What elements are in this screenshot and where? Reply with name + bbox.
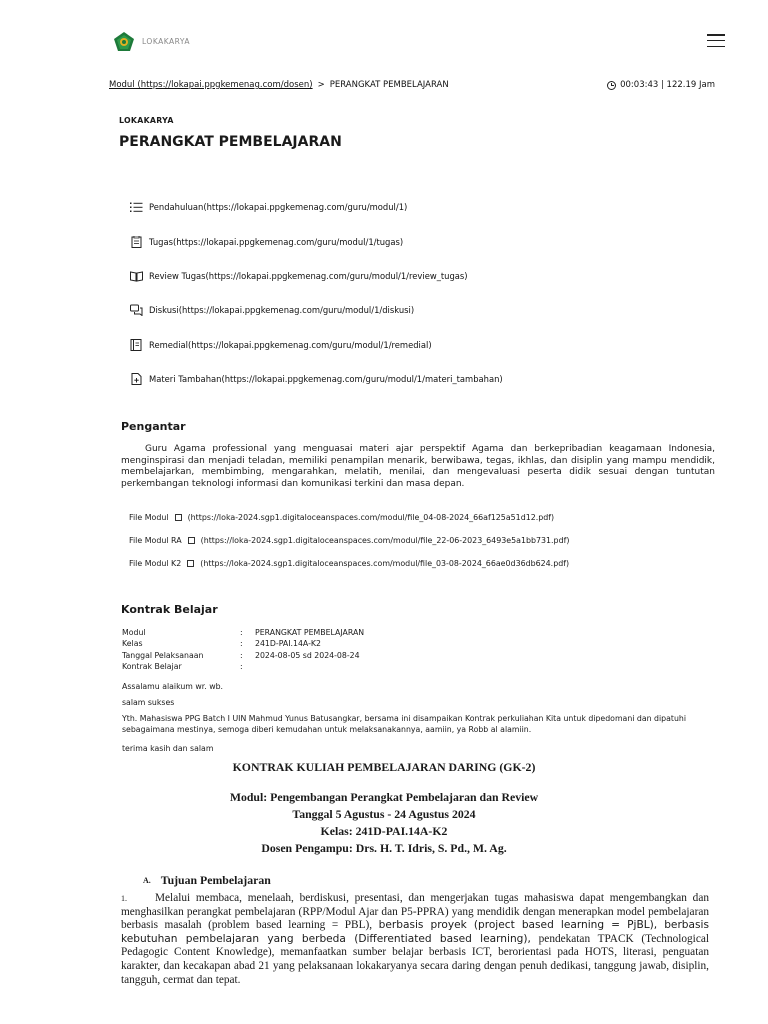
file-modul-ra-link[interactable] xyxy=(129,529,569,552)
clipboard-icon xyxy=(130,236,143,248)
breadcrumb-separator: > xyxy=(317,80,325,90)
session-timer xyxy=(607,80,715,90)
hamburger-menu-icon[interactable] xyxy=(707,34,725,50)
kontrak-colon: : xyxy=(240,639,243,649)
list-icon xyxy=(130,201,143,213)
breadcrumb-modul-link[interactable]: Modul (https://lokapai.ppgkemenag.com/dosen) xyxy=(109,80,313,90)
file-label: File Modul xyxy=(129,513,169,522)
file-modul-link[interactable] xyxy=(129,506,569,529)
file-label: File Modul RA xyxy=(129,536,182,545)
kontrak-colon: : xyxy=(240,662,243,672)
module-item-tugas[interactable] xyxy=(130,224,690,258)
file-list xyxy=(129,506,569,575)
module-label: Remedial(https://lokapai.ppgkemenag.com/guru/modul/1/remedial) xyxy=(149,339,432,350)
notebook-icon xyxy=(130,339,143,351)
tujuan-paragraph xyxy=(121,892,709,987)
module-label: Tugas(https://lokapai.ppgkemenag.com/guru/modul/1/tugas) xyxy=(149,236,404,247)
kemenag-logo-icon[interactable] xyxy=(113,31,135,53)
file-plus-icon xyxy=(130,373,143,385)
file-url: (https://loka-2024.sgp1.digitaloceanspaces.com/modul/file_03-08-2024_66ae0d36db624.pdf) xyxy=(200,559,570,568)
section-title: Tujuan Pembelajaran xyxy=(160,873,271,887)
module-item-materi-tambahan[interactable] xyxy=(130,362,690,396)
kontrak-value: 2024-08-05 sd 2024-08-24 xyxy=(255,650,360,660)
external-link-icon xyxy=(188,537,195,544)
module-label: Diskusi(https://lokapai.ppgkemenag.com/guru/modul/1/diskusi) xyxy=(149,305,415,316)
kontrak-value: 241D-PAI.14A-K2 xyxy=(255,639,321,649)
para-part-1: Melalui membaca, menelaah, berdiskusi, presentasi, dan mengerjakan tugas mahasiswa dapat mengembangkan dan menghasilkan perangkat pembelajaran (RPP/Modul Ajar dan P5-PPRA) yang mendidik dengan menerapkan model pembelajaran berbasis masalah (problem based learning = PBL), xyxy=(121,892,709,932)
module-label: Materi Tambahan(https://lokapai.ppgkemenag.com/guru/modul/1/materi_tambahan) xyxy=(149,374,503,385)
salam-text: salam sukses xyxy=(122,698,175,707)
file-label: File Modul K2 xyxy=(129,559,182,568)
module-label: Pendahuluan(https://lokapai.ppgkemenag.com/guru/modul/1) xyxy=(149,202,408,213)
document-title: KONTRAK KULIAH PEMBELAJARAN DARING (GK-2) xyxy=(232,760,536,774)
section-letter: A. xyxy=(143,876,151,885)
kontrak-label: Kelas xyxy=(122,639,143,649)
logo-text: LOKAKARYA xyxy=(142,37,191,46)
clock-icon xyxy=(607,81,616,90)
timer-text: 00:03:43 | 122.19 Jam xyxy=(620,80,715,90)
kontrak-label: Kontrak Belajar xyxy=(122,662,182,672)
module-item-remedial[interactable] xyxy=(130,328,690,362)
closing-text: terima kasih dan salam xyxy=(122,744,214,753)
kontrak-colon: : xyxy=(240,650,243,660)
para-part-2: berbasis proyek (project based learning = PjBL), berbasis kebutuhan pembelajaran yang berbeda (Differentiated based learning), xyxy=(121,919,710,945)
kontrak-row xyxy=(122,661,364,672)
external-link-icon xyxy=(175,514,182,521)
module-item-review-tugas[interactable] xyxy=(130,259,690,293)
document-date-line: Tanggal 5 Agustus - 24 Agustus 2024 xyxy=(292,807,476,821)
module-item-pendahuluan[interactable] xyxy=(130,190,690,224)
module-item-diskusi[interactable] xyxy=(130,293,690,327)
book-open-icon xyxy=(130,270,143,282)
kontrak-heading: Kontrak Belajar xyxy=(121,603,218,616)
external-link-icon xyxy=(187,560,194,567)
file-url: (https://loka-2024.sgp1.digitaloceanspaces.com/modul/file_22-06-2023_6493e5a1bb731.pdf) xyxy=(200,536,570,545)
file-url: (https://loka-2024.sgp1.digitaloceanspaces.com/modul/file_04-08-2024_66af125a51d12.pdf) xyxy=(187,513,555,522)
item-number: 1. xyxy=(121,894,127,903)
kontrak-label: Modul xyxy=(122,628,146,637)
document-modul-line: Modul: Pengembangan Perangkat Pembelajaran dan Review xyxy=(229,790,539,804)
message-text: Yth. Mahasiswa PPG Batch I UIN Mahmud Yunus Batusangkar, bersama ini disampaikan Kontrak perkuliahan Kita untuk dipedomani dan dipatuhi sebagaimana mestinya, semoga diberi kemudahan untuk melaksanakannya, aamiin, ya Robb al alamiin. xyxy=(122,714,687,735)
document-dosen-line: Dosen Pengampu: Drs. H. T. Idris, S. Pd., M. Ag. xyxy=(261,841,507,855)
pengantar-text: Guru Agama professional yang menguasai materi ajar perspektif Agama dan berkepribadian keagamaan Indonesia, menginspirasi dan menjadi teladan, memiliki penampilan menarik, berwibawa, tegas, ikhlas, dan disiplin yang mampu mendidik, membelajarkan, membimbing, mengarahkan, melatih, menilai, dan mengevaluasi peserta didik sesuai dengan tuntutan perkembangan teknologi informasi dan komunikasi terkini dan masa depan. xyxy=(121,444,715,489)
kontrak-value: PERANGKAT PEMBELAJARAN xyxy=(255,628,365,637)
breadcrumb xyxy=(109,80,449,90)
top-header xyxy=(0,0,768,80)
kontrak-row xyxy=(122,638,364,649)
page-title: PERANGKAT PEMBELAJARAN xyxy=(119,134,342,150)
kontrak-row xyxy=(122,650,364,661)
section-tujuan-heading xyxy=(143,873,271,888)
chat-icon xyxy=(130,304,143,316)
section-kicker: LOKAKARYA xyxy=(119,116,174,125)
kontrak-row xyxy=(122,627,364,638)
file-modul-k2-link[interactable] xyxy=(129,552,569,575)
pengantar-heading: Pengantar xyxy=(121,420,186,433)
kontrak-colon: : xyxy=(240,628,243,637)
kontrak-info-table xyxy=(122,627,364,673)
module-label: Review Tugas(https://lokapai.ppgkemenag.com/guru/modul/1/review_tugas) xyxy=(149,270,468,281)
para-part-3: pendekatan TPACK (Technological Pedagogic Content Knowledge), memanfaatkan sumber belajar berbasis ICT, berorientasi pada HOTS, literasi, penguatan karakter, dan kecakapan abad 21 yang pelaksanaan lokakaryanya secara daring dengan penuh dedikasi, tanggung jawab, disiplin, tangguh, cermat dan tepat. xyxy=(121,932,709,986)
document-class-line: Kelas: 241D-PAI.14A-K2 xyxy=(320,824,448,838)
module-nav-list xyxy=(130,190,690,396)
kontrak-label: Tanggal Pelaksanaan xyxy=(122,650,204,660)
greeting-text: Assalamu alaikum wr. wb. xyxy=(122,682,224,691)
breadcrumb-current: PERANGKAT PEMBELAJARAN xyxy=(329,80,449,90)
